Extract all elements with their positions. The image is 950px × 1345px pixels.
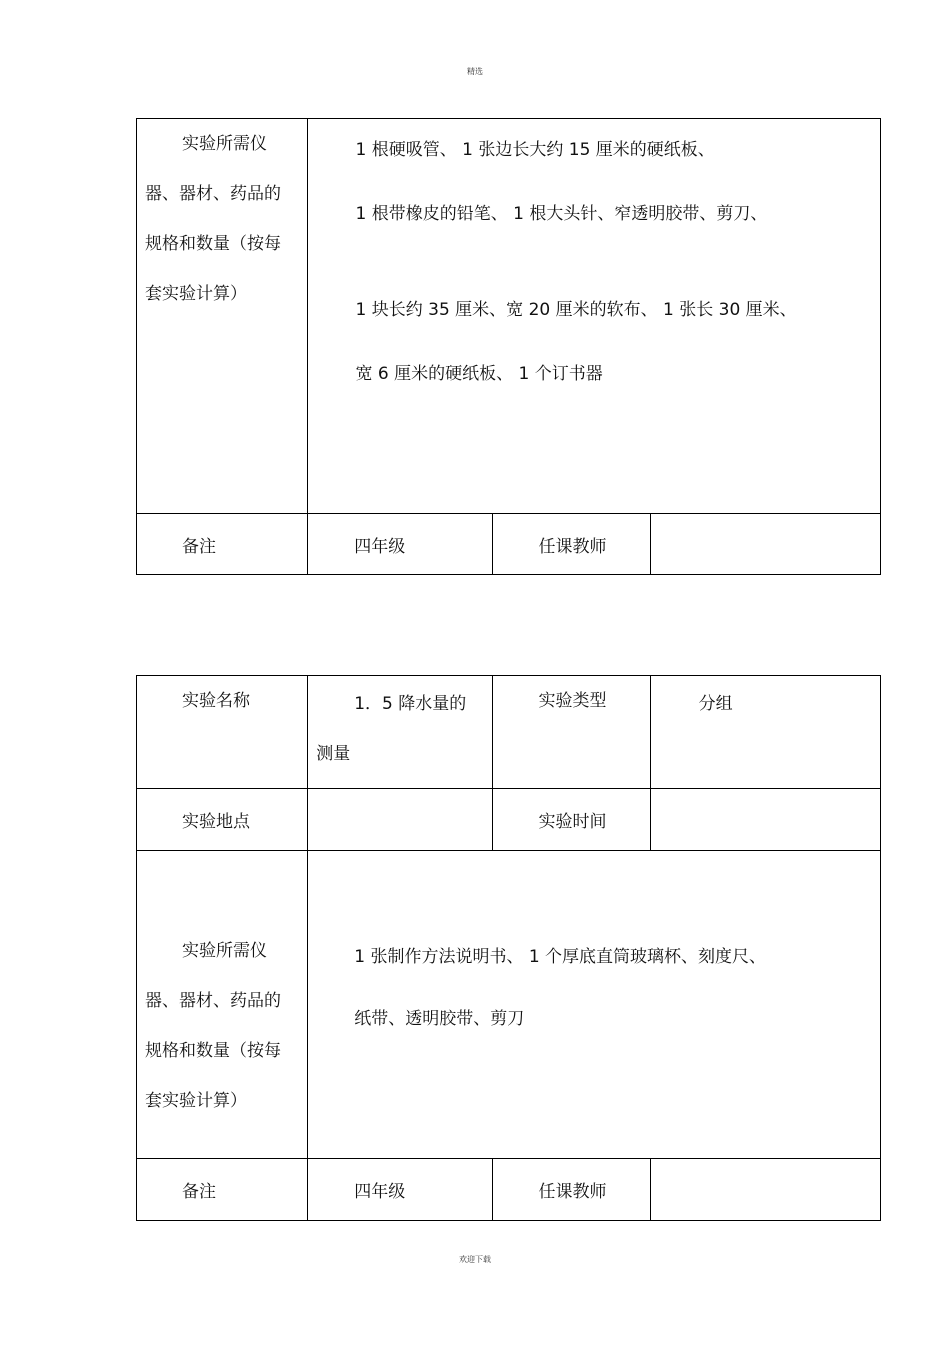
materials-label-line: 器、器材、药品的 [145, 991, 281, 1011]
time-value [650, 789, 880, 851]
name-value-cell [308, 676, 493, 789]
teacher-label: 任课教师 [493, 514, 650, 575]
place-value [308, 789, 493, 851]
remark-label: 备注 [137, 1159, 308, 1221]
materials-label-line: 套实验计算） [145, 284, 247, 304]
experiment-table-1 [136, 118, 881, 575]
name-value-line: 1．5 降水量的 [354, 694, 467, 714]
materials-label-line: 规格和数量（按每 [145, 234, 281, 254]
teacher-value [650, 514, 880, 575]
name-label: 实验名称 [137, 676, 308, 789]
place-label: 实验地点 [137, 789, 308, 851]
materials-label-line: 实验所需仪 [182, 134, 267, 154]
type-value: 分组 [650, 676, 880, 789]
page-footer: 欢迎下载 [459, 1255, 491, 1264]
experiment-table-2 [136, 675, 881, 1221]
materials-label-line: 套实验计算） [145, 1091, 247, 1111]
teacher-value [650, 1159, 880, 1221]
teacher-label: 任课教师 [493, 1159, 650, 1221]
remark-label: 备注 [137, 514, 308, 575]
grade-value: 四年级 [308, 1159, 493, 1221]
materials-line: 1 根带橡皮的铅笔、 1 根大头针、窄透明胶带、剪刀、 [355, 203, 768, 224]
materials-label-line: 规格和数量（按每 [145, 1041, 281, 1061]
materials-line: 1 根硬吸管、 1 张边长大约 15 厘米的硬纸板、 [355, 139, 715, 160]
type-label: 实验类型 [493, 676, 650, 789]
materials-label-line: 实验所需仪 [182, 941, 267, 961]
materials-line: 1 块长约 35 厘米、宽 20 厘米的软布、 1 张长 30 厘米、 [355, 299, 797, 320]
materials-label-cell [137, 119, 308, 514]
materials-line: 1 张制作方法说明书、 1 个厚底直筒玻璃杯、刻度尺、 [354, 947, 767, 967]
materials-content-cell [308, 119, 881, 514]
grade-value: 四年级 [308, 514, 493, 575]
materials-content-cell [308, 851, 881, 1159]
materials-line: 纸带、透明胶带、剪刀 [354, 1009, 525, 1029]
materials-line: 宽 6 厘米的硬纸板、 1 个订书器 [355, 363, 603, 384]
page-header: 精选 [467, 67, 483, 76]
time-label: 实验时间 [493, 789, 650, 851]
materials-label-cell [137, 851, 308, 1159]
materials-label-line: 器、器材、药品的 [145, 184, 281, 204]
name-value-line: 测量 [316, 744, 351, 764]
